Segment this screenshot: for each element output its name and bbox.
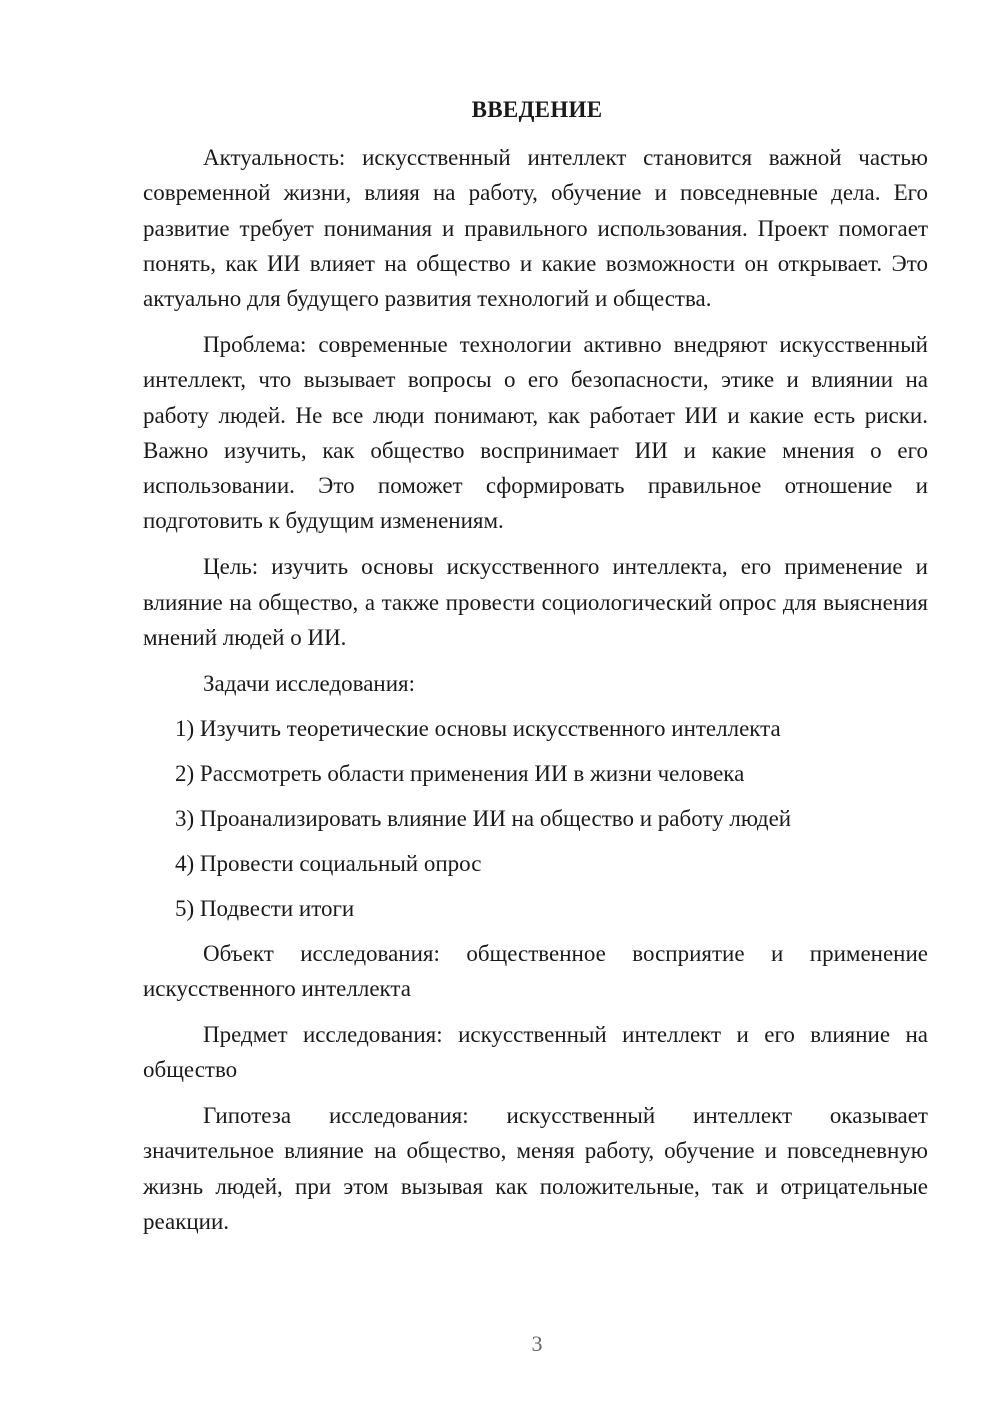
page-number: 3: [531, 1331, 543, 1356]
tasks-list: [143, 711, 928, 926]
paragraph-goal: Цель: изучить основы искусственного интеллекта, его применение и влияние на общество, а также провести социологический опрос для выяснения мнений людей о ИИ.: [143, 554, 928, 650]
document-body: [143, 140, 928, 1250]
task-item: 5) Подвести итоги: [175, 895, 355, 921]
task-item: 4) Провести социальный опрос: [175, 850, 482, 876]
paragraph-hypothesis: Гипотеза исследования: искусственный интеллект оказывает значительное влияние на общество, меняя работу, обучение и повседневную жизнь людей, при этом вызывая как положительные, так и отрицательные реакции.: [143, 1103, 928, 1234]
paragraph-object: Объект исследования: общественное восприятие и применение искусственного интеллекта: [143, 940, 928, 1002]
task-item: 3) Проанализировать влияние ИИ на общество и работу людей: [175, 805, 792, 831]
task-item: 2) Рассмотреть области применения ИИ в жизни человека: [175, 760, 745, 786]
paragraph-problem: Проблема: современные технологии активно внедряют искусственный интеллект, что вызывает вопросы о его безопасности, этике и влиянии на работу людей. Не все люди понимают, как работает ИИ и какие есть риски. Важно изучить, как общество воспринимает ИИ и какие мнения о его использовании. Это поможет сформировать правильное отношение и подготовить к будущим изменениям.: [143, 331, 928, 534]
paragraph-subject: Предмет исследования: искусственный интеллект и его влияние на общество: [143, 1021, 928, 1083]
paragraph-relevance: Актуальность: искусственный интеллект становится важной частью современной жизни, влияя на работу, обучение и повседневные дела. Его развитие требует понимания и правильного использования. Проект помогает понять, как ИИ влияет на общество и какие возможности он открывает. Это актуально для будущего развития технологий и общества.: [143, 145, 928, 312]
tasks-heading: Задачи исследования:: [203, 670, 416, 696]
task-item: 1) Изучить теоретические основы искусственного интеллекта: [175, 715, 781, 741]
page-title: ВВЕДЕНИЕ: [471, 97, 603, 122]
